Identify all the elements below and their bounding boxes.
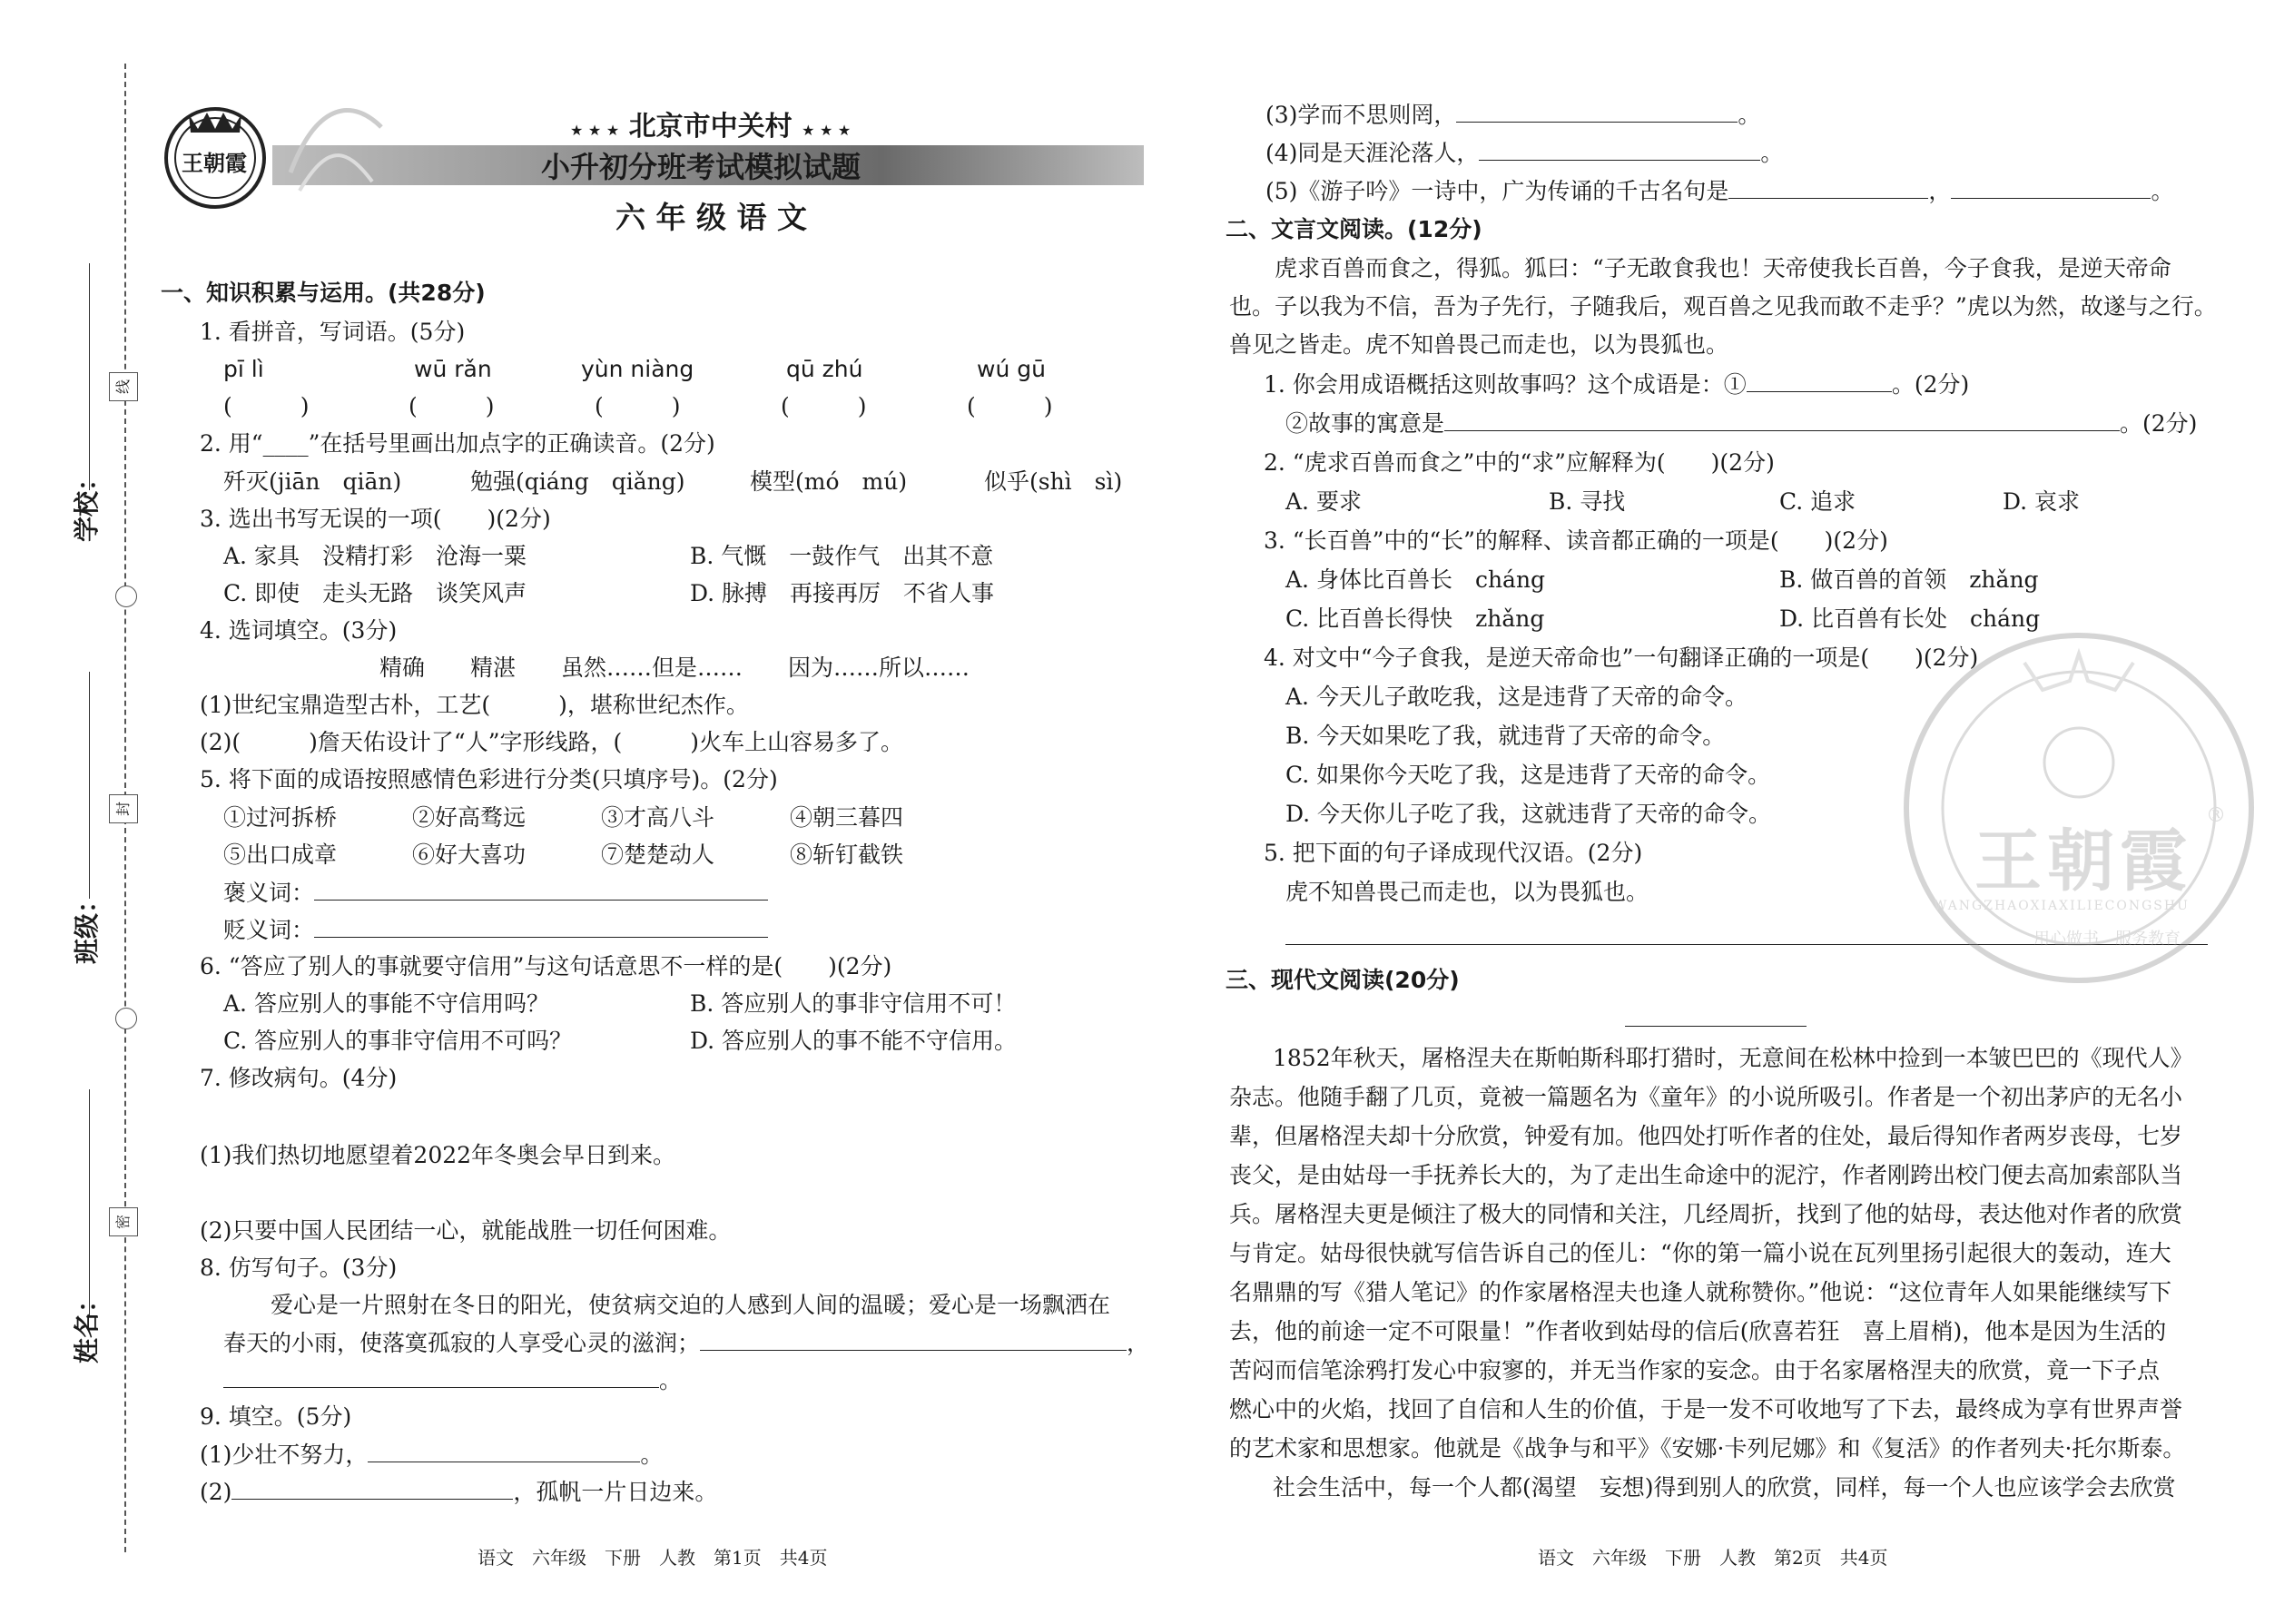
q3-option-d: D. 脉搏 再接再厉 不省人事 <box>690 580 995 606</box>
passage-line: 丧父，是由姑母一手抚养长大的，为了走出生命途中的泥泞，作者刚跨出校门便去高加索部队当 <box>1229 1162 2183 1188</box>
q1-pinyin-2: wū rǎn <box>414 356 492 382</box>
q1-pinyin-1: pī lì <box>223 356 264 382</box>
q2-item-1: 歼灭(jiān qiān) <box>223 468 402 495</box>
q6-option-c: C. 答应别人的事非守信用不可吗？ <box>223 1028 573 1054</box>
q5-idiom: ②好高骛远 <box>412 804 527 831</box>
s2-q1b <box>1285 408 2197 438</box>
q5-praise-row <box>223 878 768 908</box>
q9-item-4-end: 。 <box>1760 140 1784 166</box>
q8-comma: ， <box>1127 1330 1150 1356</box>
q9-blank-3[interactable] <box>1456 100 1738 123</box>
q5-idiom: ④朝三暮四 <box>790 804 904 831</box>
q8-blank-1[interactable] <box>700 1328 1127 1351</box>
q1-pinyin-5: wú gū <box>977 356 1046 382</box>
q5-idiom: ⑤出口成章 <box>223 842 338 868</box>
q2-title: 2. 用“____”在括号里画出加点字的正确读音。(2分) <box>200 430 715 457</box>
region-text: 北京市中关村 <box>628 111 793 143</box>
s2-q3-option-d: D. 比百兽有长处 cháng <box>1779 605 2041 632</box>
q9-title: 9. 填空。(5分) <box>200 1403 352 1430</box>
header-region <box>570 113 851 145</box>
binding-mark-secret: 密 <box>109 1207 138 1236</box>
header-ribbon-decoration <box>281 91 390 200</box>
q9-item-5-text: (5)《游子吟》一诗中，广为传诵的千古名句是 <box>1265 178 1729 204</box>
s2-q2-option-b: B. 寻找 <box>1549 488 1626 515</box>
binding-hole-icon <box>115 586 137 607</box>
q5-idiom: ①过河拆桥 <box>223 804 338 831</box>
q1-answer-paren[interactable]: ( ) <box>967 393 1053 419</box>
watermark-name: 王朝霞 <box>1974 822 2192 901</box>
s2-q3-option-c: C. 比百兽长得快 zhǎng <box>1285 605 1545 632</box>
passage-line: 的艺术家和思想家。他就是《战争与和平》《安娜·卡列尼娜》和《复活》的作者列夫·托尔斯泰。 <box>1229 1435 2186 1462</box>
s2-q5-title: 5. 把下面的句子译成现代汉语。(2分) <box>1264 840 1643 866</box>
q1-answer-paren[interactable]: ( ) <box>223 393 310 419</box>
passage-line: 与肯定。姑母很快就写信告诉自己的侄儿：“你的第一篇小说在瓦列里扬引起很大的轰动，连大 <box>1229 1240 2171 1266</box>
q8-line-2 <box>223 1328 1149 1358</box>
q9-item-5 <box>1265 176 2173 206</box>
q1-answer-paren[interactable]: ( ) <box>781 393 867 419</box>
school-blank-line <box>89 263 90 490</box>
q9-item-1-text: (1)少壮不努力， <box>200 1442 369 1468</box>
classical-text-line: 也。子以我为不信，吾为子先行，子随我后，观百兽之见我而敢不走乎？”虎以为然，故遂与之行。 <box>1229 293 2217 320</box>
s2-q1-blank[interactable] <box>1747 369 1892 392</box>
passage-line: 名鼎鼎的写《猎人笔记》的作家屠格涅夫也逢人就称赞你。”他说：“这位青年人如果能继续写下 <box>1229 1279 2172 1305</box>
class-label: 班级： <box>72 887 103 965</box>
passage-line: 辈，但屠格涅夫却十分欣赏，钟爱有加。他四处打听作者的住处，最后得知作者两岁丧母，七岁 <box>1229 1123 2183 1149</box>
s2-q1b-score: 。(2分) <box>2120 410 2198 437</box>
q1-pinyin-3: yùn niàng <box>581 356 694 382</box>
q4-word-bank: 精确 精湛 虽然……但是…… 因为……所以…… <box>379 655 970 681</box>
star-icons: ★ ★ ★ <box>570 122 620 139</box>
section2-title: 二、文言文阅读。(12分) <box>1226 216 1482 242</box>
binding-mark-line: 线 <box>109 372 138 401</box>
passage-line: 燃心中的火焰，找回了自信和人生的价值，于是一发不可收地写了下去，最终成为享有世界声誉 <box>1229 1396 2183 1422</box>
s2-q5-sentence: 虎不知兽畏己而走也，以为畏狐也。 <box>1285 879 1649 905</box>
q5-praise-blank[interactable] <box>314 878 768 901</box>
q9-item-2 <box>200 1477 717 1507</box>
q5-idiom: ⑥好大喜功 <box>412 842 527 868</box>
watermark-seal <box>1897 626 2260 989</box>
q5-derog-label: 贬义词： <box>223 917 315 943</box>
q1-title: 1. 看拼音，写词语。(5分) <box>200 319 466 345</box>
q3-option-b: B. 气慨 一鼓作气 出其不意 <box>690 543 994 569</box>
q6-option-a: A. 答应别人的事能不守信用吗？ <box>223 990 549 1017</box>
s2-q4-title: 4. 对文中“今子食我，是逆天帝命也”一句翻译正确的一项是( )(2分) <box>1264 645 1979 671</box>
s2-q4-option-a: A. 今天儿子敢吃我，这是违背了天帝的命令。 <box>1285 684 1748 710</box>
s2-q1-score: 。(2分) <box>1891 371 1970 398</box>
q8-title: 8. 仿写句子。(3分) <box>200 1255 398 1281</box>
passage-line: 杂志。他随手翻了几页，竟被一篇题名为《童年》的小说所吸引。作者是一个初出茅庐的无名小 <box>1229 1084 2183 1110</box>
q5-idiom: ⑦楚楚动人 <box>601 842 715 868</box>
s2-q1b-text: ②故事的寓意是 <box>1285 410 1445 437</box>
s2-q3-option-a: A. 身体比百兽长 cháng <box>1285 566 1546 593</box>
q8-line-1: 爱心是一片照射在冬日的阳光，使贫病交迫的人感到人间的温暖；爱心是一场飘洒在 <box>271 1292 1111 1318</box>
footer-page-2: 语文 六年级 下册 人教 第2页 共4页 <box>1538 1547 1888 1569</box>
q9-item-1 <box>200 1440 663 1470</box>
s2-q2-title: 2. “虎求百兽而食之”中的“求”应解释为( )(2分) <box>1264 449 1775 476</box>
class-blank-line <box>89 672 90 899</box>
q5-praise-label: 褒义词： <box>223 880 315 906</box>
footer-page-1: 语文 六年级 下册 人教 第1页 共4页 <box>478 1547 828 1569</box>
q9-blank-5a[interactable] <box>1728 176 1928 199</box>
q8-line-2-text: 春天的小雨，使落寞孤寂的人享受心灵的滋润； <box>223 1330 701 1356</box>
q9-blank-2[interactable] <box>231 1477 513 1500</box>
passage-line: 苦闷而信笔涂鸦打发心中寂寥的，并无当作家的妄念。由于名家屠格涅夫的欣赏，竟一下子点 <box>1229 1357 2161 1383</box>
s2-q4-option-d: D. 今天你儿子吃了我，这就违背了天帝的命令。 <box>1285 801 1772 827</box>
brand-logo <box>162 102 269 209</box>
q7-sentence-1: (1)我们热切地愿望着2022年冬奥会早日到来。 <box>200 1142 676 1168</box>
q5-idiom: ⑧斩钉截铁 <box>790 842 904 868</box>
q6-title: 6. “答应了别人的事就要守信用”与这句话意思不一样的是( )(2分) <box>200 953 892 979</box>
q1-pinyin-4: qū zhú <box>786 356 863 382</box>
q5-derog-blank[interactable] <box>314 915 768 938</box>
s2-q2-option-a: A. 要求 <box>1285 488 1362 515</box>
q9-item-5-comma: ， <box>1928 178 1952 204</box>
q8-blank-2[interactable] <box>223 1365 659 1388</box>
watermark-registered: ® <box>2206 804 2226 827</box>
s2-q1-text: 1. 你会用成语概括这则故事吗？这个成语是：① <box>1264 371 1747 398</box>
q9-item-4 <box>1265 138 1783 168</box>
s2-q1b-blank[interactable] <box>1444 408 2120 431</box>
name-label: 姓名： <box>72 1286 103 1364</box>
exam-subtitle: 小升初分班考试模拟试题 <box>541 150 861 184</box>
q9-item-3-end: 。 <box>1738 102 1761 128</box>
binding-hole-icon <box>115 1008 137 1029</box>
binding-mark-seal: 封 <box>109 794 138 823</box>
grade-subject-title: 六 年 级 语 文 <box>615 200 807 235</box>
s2-q2-option-c: C. 追求 <box>1779 488 1856 515</box>
q2-item-3: 模型(mó mú) <box>750 468 908 495</box>
s2-q4-option-c: C. 如果你今天吃了我，这是违背了天帝的命令。 <box>1285 762 1771 788</box>
s2-q4-option-b: B. 今天如果吃了我，就违背了天帝的命令。 <box>1285 723 1726 749</box>
watermark-slogan: 用心做书 服务教育 <box>2033 930 2181 949</box>
q2-item-4: 似乎(shì sì) <box>984 468 1123 495</box>
q6-option-b: B. 答应别人的事非守信用不可！ <box>690 990 1017 1017</box>
passage-line: 兵。屠格涅夫更是倾注了极大的同情和关注，几经周折，找到了他的姑母，表达他对作者的欣赏 <box>1229 1201 2183 1227</box>
passage-line: 1852年秋天，屠格涅夫在斯帕斯科耶打猎时，无意间在松林中捡到一本皱巴巴的《现代人》 <box>1273 1045 2193 1071</box>
q6-option-d: D. 答应别人的事不能不守信用。 <box>690 1028 1018 1054</box>
q5-title: 5. 将下面的成语按照感情色彩进行分类(只填序号)。(2分) <box>200 766 778 792</box>
classical-text-line: 兽见之皆走。虎不知兽畏己而走也，以为畏狐也。 <box>1229 331 1729 358</box>
q4-title: 4. 选词填空。(3分) <box>200 617 398 644</box>
q9-item-1-end: 。 <box>640 1442 664 1468</box>
q9-item-2-end: ，孤帆一片日边来。 <box>513 1479 718 1505</box>
q9-item-3 <box>1265 100 1760 130</box>
q3-title: 3. 选出书写无误的一项( )(2分) <box>200 506 551 532</box>
name-blank-line <box>89 1089 90 1316</box>
q9-item-3-text: (3)学而不思则罔， <box>1265 102 1457 128</box>
q9-blank-5b[interactable] <box>1951 176 2151 199</box>
watermark-arc-text: WANGZHAOXIAXILIECONGSHU <box>1934 899 2190 913</box>
star-icons: ★ ★ ★ <box>802 122 852 139</box>
q1-answer-paren[interactable]: ( ) <box>409 393 495 419</box>
q7-sentence-2: (2)只要中国人民团结一心，就能战胜一切任何困难。 <box>200 1217 732 1244</box>
q9-item-4-text: (4)同是天涯沦落人， <box>1265 140 1480 166</box>
passage-line: 去，他的前途一定不可限量！”作者收到姑母的信后(欣喜若狂 喜上眉梢)，他本是因为生活的 <box>1229 1318 2167 1344</box>
q3-option-a: A. 家具 没精打彩 沧海一粟 <box>223 543 527 569</box>
q5-idiom: ③才高八斗 <box>601 804 715 831</box>
s2-q3-option-b: B. 做百兽的首领 zhǎng <box>1779 566 2039 593</box>
passage-line: 社会生活中，每一个人都(渴望 妄想)得到别人的欣赏，同样，每一个人也应该学会去欣赏 <box>1273 1474 2176 1501</box>
classical-text-line: 虎求百兽而食之，得狐。狐曰：“子无敢食我也！天帝使我长百兽，今子食我，是逆天帝命 <box>1275 255 2171 281</box>
q1-answer-paren[interactable]: ( ) <box>595 393 681 419</box>
q3-option-c: C. 即使 走头无路 谈笑风声 <box>223 580 527 606</box>
q5-derog-row <box>223 915 768 945</box>
section1-title: 一、知识积累与运用。(共28分) <box>161 280 486 306</box>
q4-sentence-1: (1)世纪宝鼎造型古朴，工艺( )，堪称世纪杰作。 <box>200 692 749 718</box>
passage-title-blank[interactable] <box>1625 1026 1807 1027</box>
s2-q3-title: 3. “长百兽”中的“长”的解释、读音都正确的一项是( )(2分) <box>1264 527 1888 554</box>
s2-q2-option-d: D. 哀求 <box>2003 488 2081 515</box>
q8-period: 。 <box>659 1367 683 1393</box>
s2-q1 <box>1264 369 1969 399</box>
q9-item-2-text: (2) <box>200 1479 232 1505</box>
q7-title: 7. 修改病句。(4分) <box>200 1065 398 1091</box>
q4-sentence-2: (2)( )詹天佑设计了“人”字形线路，( )火车上山容易多了。 <box>200 729 903 755</box>
q9-blank-1[interactable] <box>368 1440 640 1462</box>
logo-text: 王朝霞 <box>182 151 247 176</box>
q9-item-5-end: 。 <box>2151 178 2174 204</box>
q8-line-3 <box>223 1365 682 1395</box>
q9-blank-4[interactable] <box>1479 138 1760 161</box>
section3-title: 三、现代文阅读(20分) <box>1226 967 1460 993</box>
school-label: 学校： <box>72 465 103 543</box>
q2-item-2: 勉强(qiáng qiǎng) <box>470 468 685 495</box>
